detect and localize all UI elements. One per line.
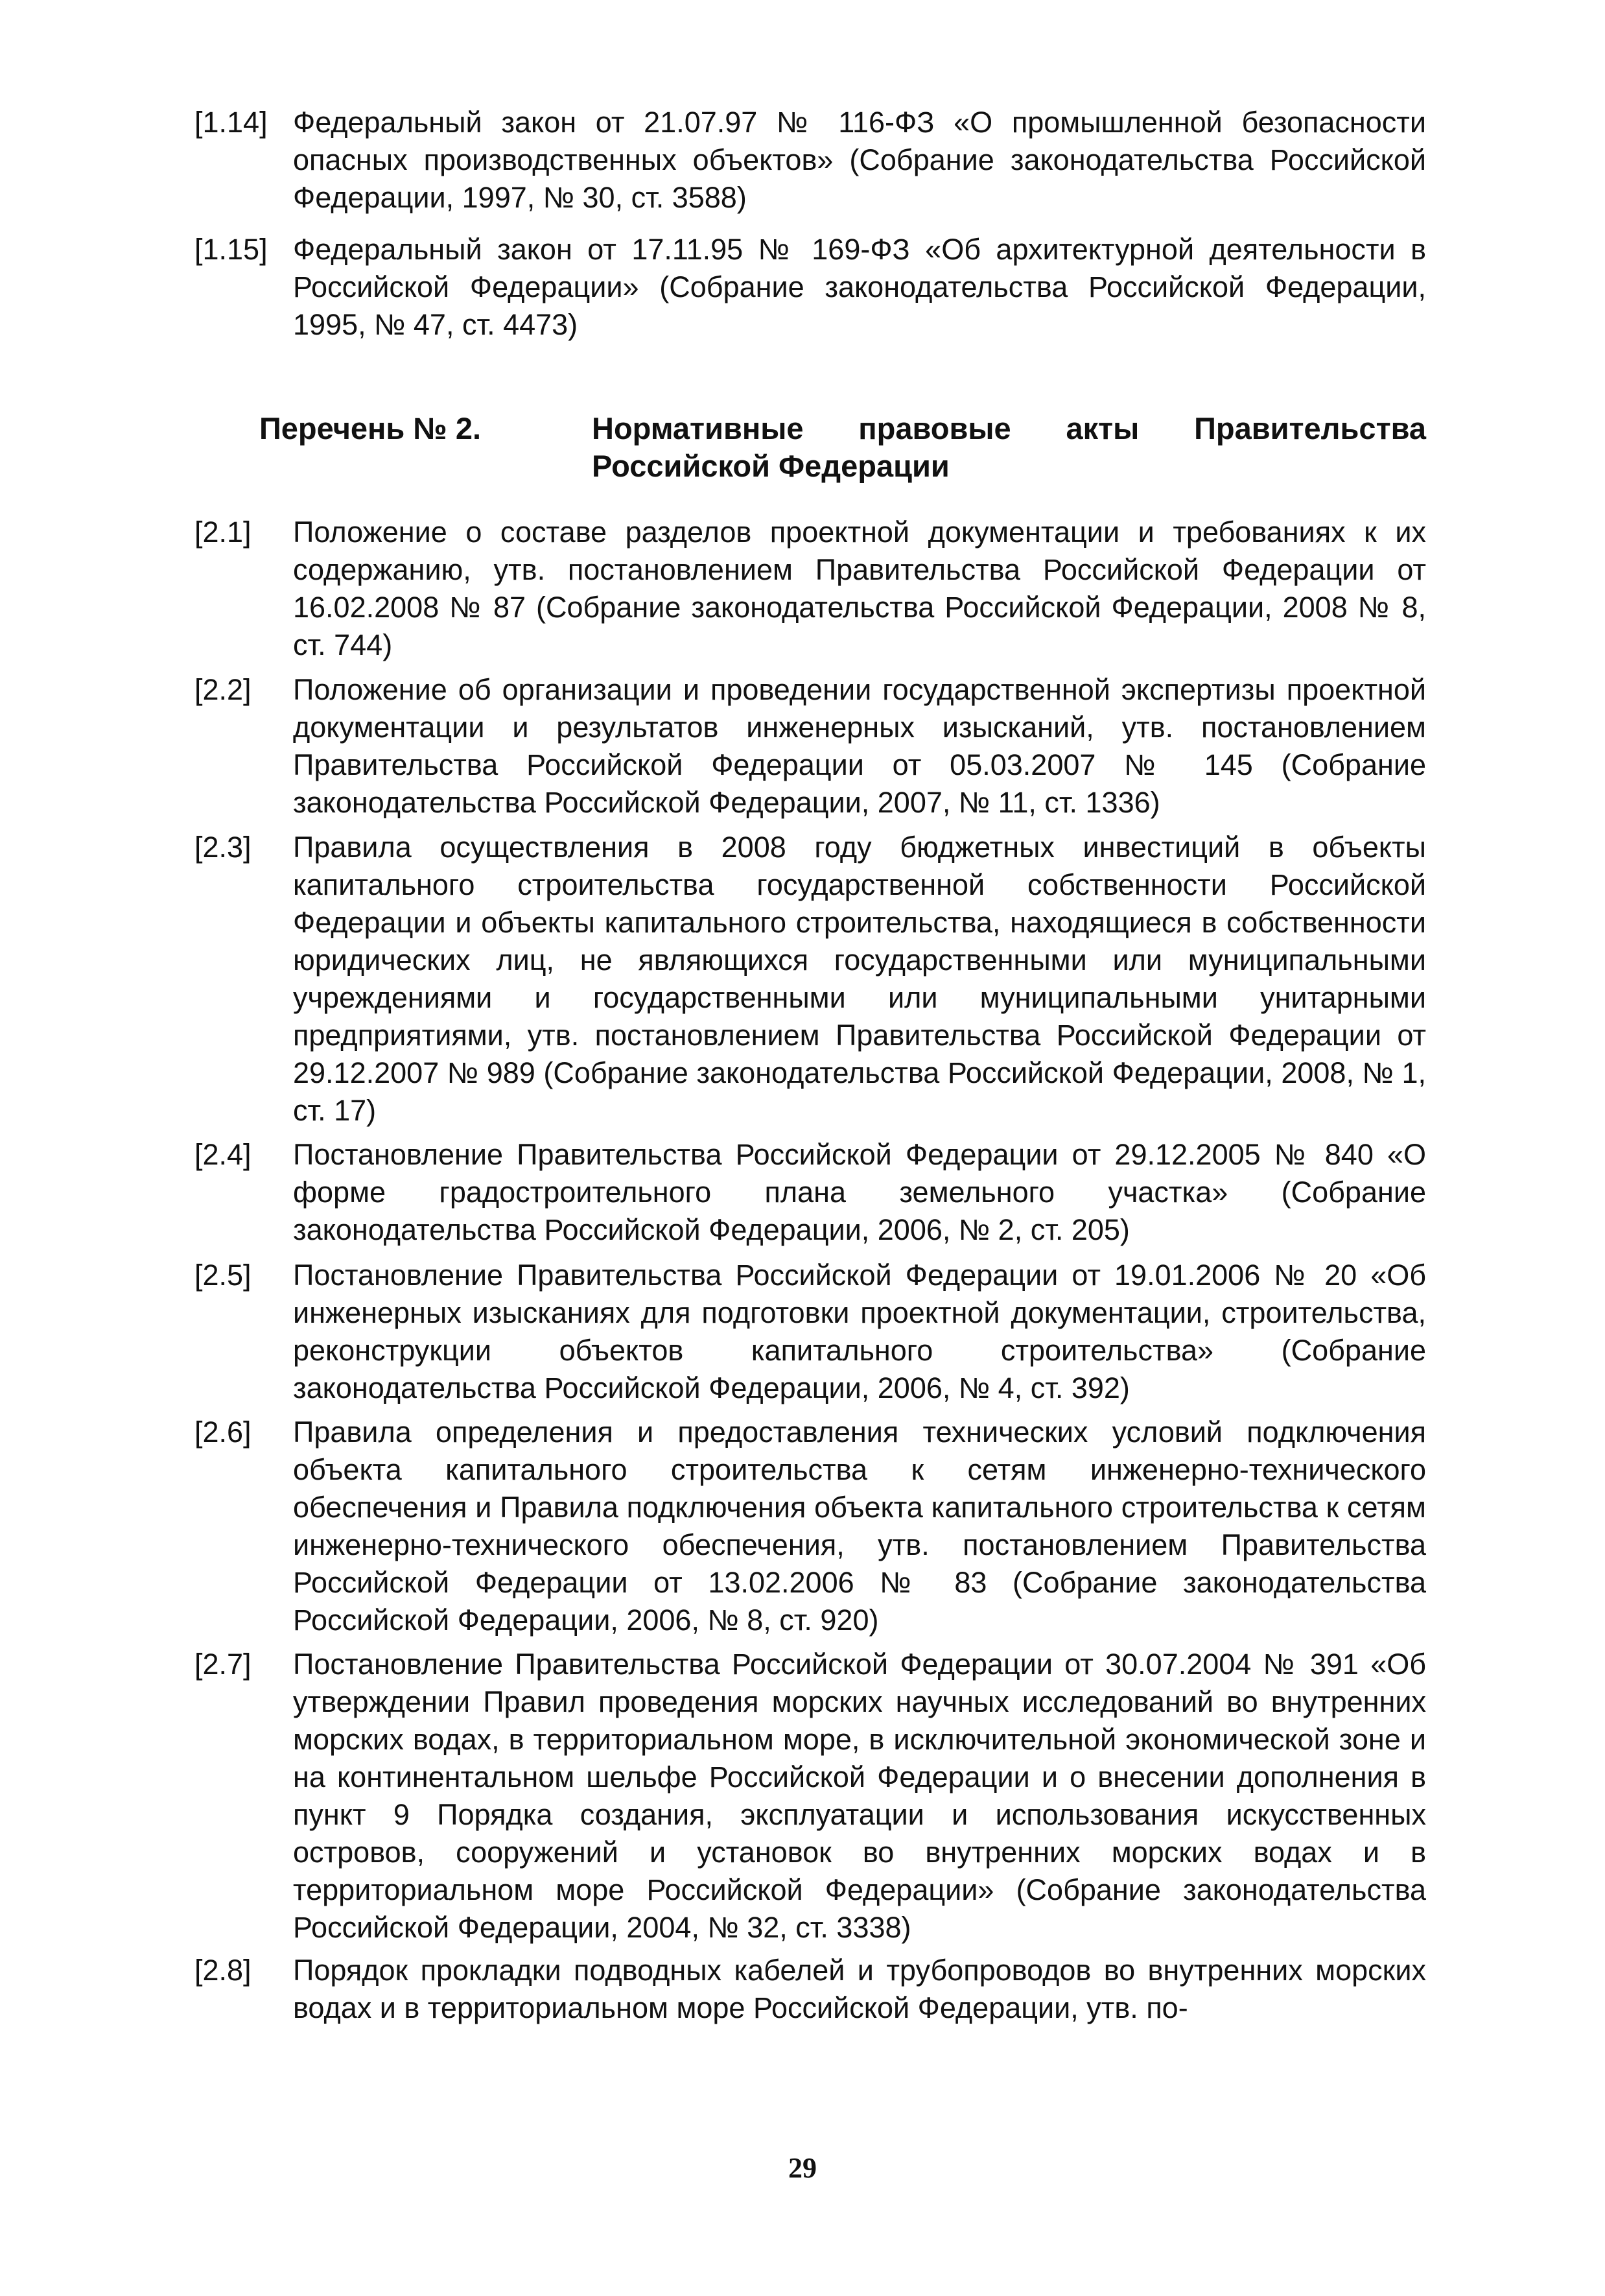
reference-text: Постановление Правительства Российской Федерации от 30.07.2004 № 391 «Об утверждении Правил проведения морских научных исследований во внутренних морских водах, в территориальном море, в исключительной экономической зоне и на континентальном шельфе Российской Федерации и о внесении дополнения в пункт 9 Порядка создания, эксплуатации и использования искусственных островов, сооружений и установок во внутренних морских водах и в территориальном море Российской Федерации» (Собрание законодательства Российской Федерации, 2004, № 32, ст. 3338) <box>293 1648 1426 1944</box>
reference-text: Правила осуществления в 2008 году бюджетных инвестиций в объекты капитального строительства государственной собственности Российской Федерации и объекты капитального строительства, находящиеся в собственности юридических лиц, не являющихся государственными или муниципальными учреждениями и государственными или муниципальными унитарными предприятиями, утв. постановлением Правительства Российской Федерации от 29.12.2007 № 989 (Собрание законодательства Российской Федерации, 2008, № 1, ст. 17) <box>293 831 1426 1127</box>
reference-text: Федеральный закон от 21.07.97 № 116-ФЗ «О промышленной безопасности опасных производственных объектов» (Собрание законодательства Российской Федерации, 1997, № 30, ст. 3588) <box>293 106 1426 214</box>
reference-text: Федеральный закон от 17.11.95 № 169-ФЗ «Об архитектурной деятельности в Российской Федерации» (Собрание законодательства Российской Федерации, 1995, № 47, ст. 4473) <box>293 233 1426 341</box>
reference-code: [2.2] <box>194 673 252 706</box>
page-number: 29 <box>788 2152 817 2184</box>
reference-code: [1.15] <box>194 233 268 266</box>
reference-text: Постановление Правительства Российской Федерации от 29.12.2005 № 840 «О форме градостроительного плана земельного участка» (Собрание законодательства Российской Федерации, 2006, № 2, ст. 205) <box>293 1138 1426 1246</box>
reference-code: [1.14] <box>194 106 268 139</box>
reference-text: Правила определения и предоставления технических условий подключения объекта капитального строительства к сетям инженерно-технического обеспечения и Правила подключения объекта капитального строительства к сетям инженерно-технического обеспечения, утв. постановлением Правительства Российской Федерации от 13.02.2006 № 83 (Собрание законодательства Российской Федерации, 2006, № 8, ст. 920) <box>293 1415 1426 1637</box>
section-number: Перечень № 2. <box>259 411 482 445</box>
reference-entry-1-14 <box>194 104 1426 217</box>
reference-code: [2.4] <box>194 1138 252 1171</box>
reference-code: [2.3] <box>194 831 252 864</box>
reference-text: Постановление Правительства Российской Федерации от 19.01.2006 № 20 «Об инженерных изысканиях для подготовки проектной документации, строительства, реконструкции объектов капитального строительства» (Собрание законодательства Российской Федерации, 2006, № 4, ст. 392) <box>293 1259 1426 1404</box>
reference-text: Положение о составе разделов проектной документации и требованиях к их содержанию, утв. постановлением Правительства Российской Федерации от 16.02.2008 № 87 (Собрание законодательства Российской Федерации, 2008 № 8, ст. 744) <box>293 515 1426 661</box>
reference-code: [2.1] <box>194 515 252 549</box>
reference-code: [2.5] <box>194 1259 252 1292</box>
reference-text: Порядок прокладки подводных кабелей и трубопроводов во внутренних морских водах и в территориальном море Российской Федерации, утв. по- <box>293 1954 1426 2024</box>
section-title: Нормативные правовые акты Правительства Российской Федерации <box>592 411 1426 483</box>
reference-entry-1-15 <box>194 231 1426 344</box>
reference-text: Положение об организации и проведении государственной экспертизы проектной документации и результатов инженерных изысканий, утв. постановлением Правительства Российской Федерации от 05.03.2007 № 145 (Собрание законодательства Российской Федерации, 2007, № 11, ст. 1336) <box>293 673 1426 819</box>
reference-code: [2.8] <box>194 1954 252 1987</box>
reference-code: [2.7] <box>194 1648 252 1681</box>
reference-code: [2.6] <box>194 1415 252 1449</box>
